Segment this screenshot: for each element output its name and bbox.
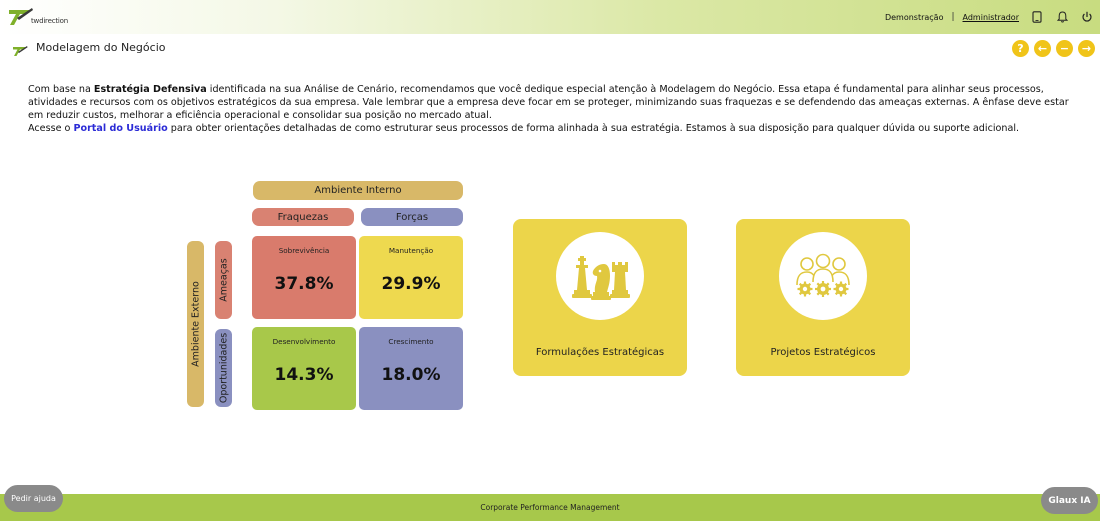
- desenvolvimento-cell[interactable]: [252, 327, 356, 410]
- formulacoes-label: Formulações Estratégicas: [535, 347, 665, 358]
- team-gears-icon: [790, 253, 856, 299]
- crescimento-value: 18.0%: [381, 365, 441, 385]
- projetos-circle: [779, 232, 867, 320]
- portal-link[interactable]: Portal do Usuário: [73, 123, 168, 134]
- administrador-link[interactable]: Administrador: [962, 12, 1019, 22]
- help-button[interactable]: ?: [1012, 40, 1029, 57]
- back-button[interactable]: ←: [1034, 40, 1051, 57]
- module-logo-icon: [12, 42, 28, 54]
- pedir-ajuda-button[interactable]: Pedir ajuda: [4, 485, 63, 512]
- oportunidades-label: [215, 329, 232, 407]
- crescimento-cell[interactable]: [359, 327, 463, 410]
- footer-bar: [0, 494, 1100, 521]
- oportunidades-text: Oportunidades: [218, 332, 229, 404]
- intro-p2-start: Acesse o: [28, 123, 74, 134]
- sobrevivencia-label: Sobrevivência: [278, 246, 330, 255]
- formulacoes-estrategicas-card[interactable]: [513, 219, 687, 376]
- ambiente-interno-label: Ambiente Interno: [253, 181, 463, 200]
- forward-button[interactable]: →: [1078, 40, 1095, 57]
- crescimento-label: Crescimento: [388, 337, 434, 346]
- strategy-name: Estratégia Defensiva: [93, 84, 207, 95]
- glaux-ia-button[interactable]: Glaux IA: [1041, 487, 1098, 514]
- page-header: [0, 34, 1100, 62]
- desenvolvimento-label: Desenvolvimento: [272, 337, 336, 346]
- desenvolvimento-value: 14.3%: [274, 365, 334, 385]
- intro-paragraph-1: [28, 83, 1078, 122]
- intro-text: [28, 83, 1078, 135]
- sobrevivencia-value: 37.8%: [274, 274, 334, 294]
- power-icon[interactable]: [1080, 10, 1094, 24]
- intro-p1-start: Com base na: [28, 84, 94, 95]
- page-title: Modelagem do Negócio: [36, 41, 166, 54]
- intro-paragraph-2: [28, 122, 1078, 135]
- sobrevivencia-cell[interactable]: [252, 236, 356, 319]
- link-separator: |: [951, 12, 955, 22]
- intro-p1-rest: identificada na sua Análise de Cenário, recomendamos que você dedique especial atenção à Modelagem do Negócio. Essa etapa é fundamental para alinhar seus processos, atividades e recursos com os objetivos estratégicos da sua empresa. Vale lembrar que a empresa deve focar em se proteger, minimizando suas fraquezas e se defendendo das ameaças externas. A ênfase deve estar em reduzir custos, melhorar a eficiência operacional e consolidar sua posição no mercado atual.: [28, 84, 1069, 121]
- minimize-button[interactable]: −: [1056, 40, 1073, 57]
- top-bar: [0, 0, 1100, 34]
- twdirection-logo[interactable]: [8, 6, 78, 28]
- ameacas-text: Ameaças: [218, 258, 229, 302]
- manutencao-value: 29.9%: [381, 274, 441, 294]
- formulacoes-circle: [556, 232, 644, 320]
- ambiente-externo-label: [187, 241, 204, 407]
- ambiente-externo-text: Ambiente Externo: [190, 281, 201, 367]
- ameacas-label: [215, 241, 232, 319]
- demonstracao-link[interactable]: Demonstração: [884, 12, 944, 22]
- brand-name: twdirection: [31, 17, 68, 25]
- manutencao-label: Manutenção: [388, 246, 434, 255]
- chess-icon: [568, 250, 632, 302]
- forcas-label: Forças: [361, 208, 463, 226]
- footer-text: Corporate Performance Management: [480, 503, 620, 512]
- bell-icon[interactable]: [1055, 10, 1069, 24]
- tablet-icon[interactable]: [1030, 10, 1044, 24]
- page-nav-buttons: [1012, 40, 1095, 57]
- fraquezas-label: Fraquezas: [252, 208, 354, 226]
- projetos-estrategicos-card[interactable]: [736, 219, 910, 376]
- intro-p2-rest: para obter orientações detalhadas de como estruturar seus processos de forma alinhada à sua estratégia. Estamos à sua disposição para qualquer dúvida ou suporte adicional.: [167, 123, 1020, 134]
- projetos-label: Projetos Estratégicos: [770, 347, 876, 358]
- manutencao-cell[interactable]: [359, 236, 463, 319]
- top-links: [885, 0, 1100, 34]
